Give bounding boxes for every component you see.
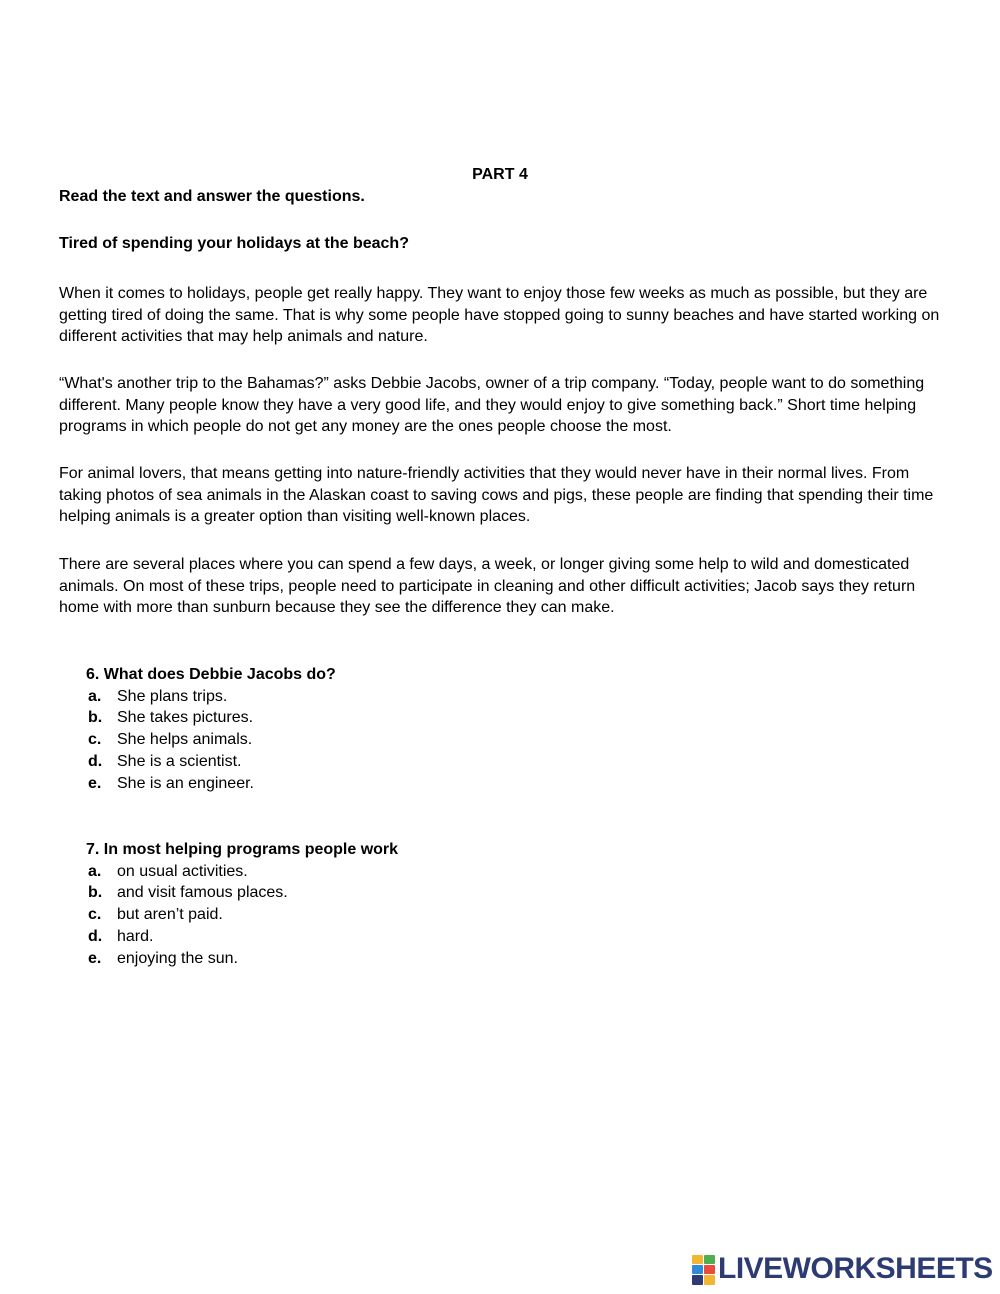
answer-option[interactable] (86, 751, 686, 773)
option-letter: b. (88, 709, 103, 727)
option-text: She helps animals. (117, 731, 253, 749)
answer-option[interactable] (86, 926, 686, 948)
logo-block-navy (692, 1275, 703, 1285)
answer-option[interactable] (86, 686, 686, 708)
article-paragraph-2: “What's another trip to the Bahamas?” asks Debbie Jacobs, owner of a trip company. “Today, people want to do something different. Many people know they have a very good life, and they would enjoy to give something back.” Short time helping programs in which people do not get any money are the ones people choose the most. (59, 375, 925, 436)
answer-option[interactable] (86, 904, 686, 926)
instructions: Read the text and answer the questions. (59, 188, 365, 205)
option-letter: c. (88, 906, 102, 924)
option-text: hard. (117, 927, 154, 945)
option-letter: a. (88, 687, 102, 705)
logo-block-blue (692, 1265, 703, 1274)
part-title: PART 4 (472, 166, 528, 183)
option-letter: e. (88, 949, 102, 967)
question-text: 6. What does Debbie Jacobs do? (86, 666, 336, 683)
answer-option[interactable] (86, 707, 686, 729)
option-text: enjoying the sun. (117, 949, 238, 967)
option-text: and visit famous places. (117, 884, 288, 902)
answer-option[interactable] (86, 729, 686, 751)
logo-block-yellow-2 (704, 1275, 715, 1285)
logo-block-red (704, 1265, 715, 1274)
logo-block-green (704, 1255, 715, 1264)
logo-text: LIVEWORKSHEETS (718, 1252, 993, 1285)
article-paragraph-1: When it comes to holidays, people get really happy. They want to enjoy those few weeks as much as possible, but they are getting tired of doing the same. That is why some people have stopped going to sunny beaches and have started working on different activities that may help animals and nature. (59, 285, 940, 346)
option-text: but aren’t paid. (117, 906, 223, 924)
option-letter: d. (88, 927, 103, 945)
question-6 (86, 664, 686, 794)
question-text: 7. In most helping programs people work (86, 841, 399, 858)
option-text: on usual activities. (117, 862, 248, 880)
answer-option[interactable] (86, 882, 686, 904)
liveworksheets-mark-icon (692, 1255, 714, 1283)
option-letter: d. (88, 752, 103, 770)
answer-option[interactable] (86, 861, 686, 883)
question-7 (86, 839, 686, 969)
article-paragraph-4: There are several places where you can spend a few days, a week, or longer giving some help to wild and domesticated animals. On most of these trips, people need to participate in cleaning and other difficult activities; Jacob says they return home with more than sunburn because they see the difference they can make. (59, 556, 916, 617)
option-letter: b. (88, 884, 103, 902)
option-letter: c. (88, 731, 102, 749)
option-text: She plans trips. (117, 687, 228, 705)
option-letter: e. (88, 774, 102, 792)
option-text: She is an engineer. (117, 774, 254, 792)
option-letter: a. (88, 862, 102, 880)
option-text: She is a scientist. (117, 752, 242, 770)
option-text: She takes pictures. (117, 709, 254, 727)
answer-option[interactable] (86, 948, 686, 970)
liveworksheets-logo (692, 1254, 993, 1284)
answer-option[interactable] (86, 773, 686, 795)
article-title: Tired of spending your holidays at the beach? (59, 235, 409, 252)
logo-block-yellow (692, 1255, 703, 1264)
article-paragraph-3: For animal lovers, that means getting into nature-friendly activities that they would never have in their normal lives. From taking photos of sea animals in the Alaskan coast to saving cows and pigs, these people are finding that spending their time helping animals is a greater option than visiting well-known places. (59, 465, 934, 526)
